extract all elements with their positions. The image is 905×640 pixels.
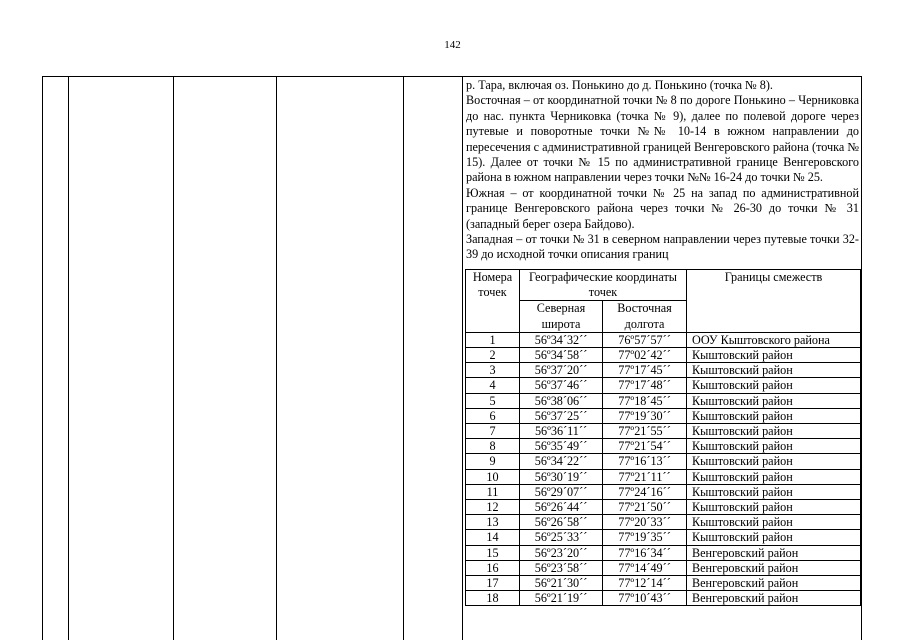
table-row — [466, 332, 861, 347]
latitude-cell: 56º37´25´´ — [520, 408, 603, 423]
point-number-cell: 16 — [466, 560, 520, 575]
latitude-cell: 56º25´33´´ — [520, 530, 603, 545]
longitude-cell: 77º16´13´´ — [603, 454, 687, 469]
latitude-cell: 56º36´11´´ — [520, 424, 603, 439]
paragraph-east: Восточная – от координатной точки № 8 по дороге Понькино – Черниковка до нас. пункта Черниковка (точка № 9), далее по полевой дороге через путевые и поворотные точки №№ 10-14 в южном направлении до пересечения с административной границей Венгеровского района (точка № 15). Далее от точки № 15 по административной границе Венгеровского района в южном направлении через точки №№ 16-24 до точки № 25. — [466, 93, 859, 185]
border-cell: Кыштовский район — [687, 484, 861, 499]
longitude-cell: 77º21´11´´ — [603, 469, 687, 484]
longitude-cell: 77º02´42´´ — [603, 348, 687, 363]
point-number-cell: 6 — [466, 408, 520, 423]
paragraph-start: р. Тара, включая оз. Понькино до д. Понькино (точка № 8). — [466, 78, 773, 92]
border-cell: Кыштовский район — [687, 515, 861, 530]
longitude-cell: 77º16´34´´ — [603, 545, 687, 560]
point-number-cell: 9 — [466, 454, 520, 469]
table-row — [466, 424, 861, 439]
longitude-cell: 77º21´55´´ — [603, 424, 687, 439]
table-row — [466, 378, 861, 393]
latitude-cell: 56º21´30´´ — [520, 576, 603, 591]
table-row — [466, 545, 861, 560]
point-number-cell: 4 — [466, 378, 520, 393]
border-cell: Кыштовский район — [687, 424, 861, 439]
border-cell: Кыштовский район — [687, 408, 861, 423]
point-number-cell: 1 — [466, 332, 520, 347]
latitude-cell: 56º37´46´´ — [520, 378, 603, 393]
latitude-cell: 56º29´07´´ — [520, 484, 603, 499]
point-number-cell: 18 — [466, 591, 520, 606]
border-cell: Кыштовский район — [687, 363, 861, 378]
table-row — [466, 515, 861, 530]
point-number-cell: 14 — [466, 530, 520, 545]
table-row — [466, 560, 861, 575]
point-number-cell: 17 — [466, 576, 520, 591]
column-divider — [276, 76, 277, 640]
point-number-cell: 8 — [466, 439, 520, 454]
table-row — [466, 469, 861, 484]
table-row — [466, 500, 861, 515]
column-divider — [403, 76, 404, 640]
header-borders: Границы смежеств — [687, 270, 861, 333]
latitude-cell: 56º23´20´´ — [520, 545, 603, 560]
column-divider — [68, 76, 69, 640]
border-cell: Кыштовский район — [687, 454, 861, 469]
longitude-cell: 76º57´57´´ — [603, 332, 687, 347]
longitude-cell: 77º18´45´´ — [603, 393, 687, 408]
longitude-cell: 77º19´35´´ — [603, 530, 687, 545]
border-cell: Венгеровский район — [687, 576, 861, 591]
column-divider — [462, 76, 463, 640]
border-cell: Кыштовский район — [687, 530, 861, 545]
border-cell: Кыштовский район — [687, 348, 861, 363]
latitude-cell: 56º34´32´´ — [520, 332, 603, 347]
point-number-cell: 2 — [466, 348, 520, 363]
border-cell: Кыштовский район — [687, 378, 861, 393]
latitude-cell: 56º26´58´´ — [520, 515, 603, 530]
latitude-cell: 56º26´44´´ — [520, 500, 603, 515]
longitude-cell: 77º19´30´´ — [603, 408, 687, 423]
latitude-cell: 56º30´19´´ — [520, 469, 603, 484]
latitude-cell: 56º37´20´´ — [520, 363, 603, 378]
longitude-cell: 77º21´54´´ — [603, 439, 687, 454]
header-latitude: Северная широта — [520, 301, 603, 332]
table-row — [466, 530, 861, 545]
table-row — [466, 348, 861, 363]
latitude-cell: 56º23´58´´ — [520, 560, 603, 575]
border-cell: Венгеровский район — [687, 545, 861, 560]
latitude-cell: 56º34´22´´ — [520, 454, 603, 469]
longitude-cell: 77º17´45´´ — [603, 363, 687, 378]
latitude-cell: 56º21´19´´ — [520, 591, 603, 606]
longitude-cell: 77º20´33´´ — [603, 515, 687, 530]
longitude-cell: 77º14´49´´ — [603, 560, 687, 575]
coordinates-table — [465, 269, 861, 606]
longitude-cell: 77º17´48´´ — [603, 378, 687, 393]
paragraph-south: Южная – от координатной точки № 25 на запад по административной границе Венгеровского района через точки № 26-30 до точки № 31 (западный берег озера Байдово). — [466, 185, 859, 231]
point-number-cell: 15 — [466, 545, 520, 560]
longitude-cell: 77º12´14´´ — [603, 576, 687, 591]
page-number: 142 — [444, 39, 461, 51]
border-cell: Кыштовский район — [687, 439, 861, 454]
latitude-cell: 56º34´58´´ — [520, 348, 603, 363]
border-cell: Кыштовский район — [687, 500, 861, 515]
latitude-cell: 56º38´06´´ — [520, 393, 603, 408]
point-number-cell: 10 — [466, 469, 520, 484]
border-cell: Кыштовский район — [687, 393, 861, 408]
point-number-cell: 7 — [466, 424, 520, 439]
latitude-cell: 56º35´49´´ — [520, 439, 603, 454]
table-row — [466, 363, 861, 378]
longitude-cell: 77º21´50´´ — [603, 500, 687, 515]
table-body — [466, 332, 861, 606]
border-cell: Венгеровский район — [687, 560, 861, 575]
point-number-cell: 3 — [466, 363, 520, 378]
paragraph-west: Западная – от точки № 31 в северном направлении через путевые точки 32-39 до исходной точки описания границ — [466, 232, 859, 262]
longitude-cell: 77º10´43´´ — [603, 591, 687, 606]
table-row — [466, 408, 861, 423]
point-number-cell: 5 — [466, 393, 520, 408]
table-row — [466, 576, 861, 591]
table-row — [466, 454, 861, 469]
point-number-cell: 12 — [466, 500, 520, 515]
header-longitude: Восточная долгота — [603, 301, 687, 332]
border-cell: Венгеровский район — [687, 591, 861, 606]
boundary-description — [466, 78, 859, 263]
point-number-cell: 11 — [466, 484, 520, 499]
table-row — [466, 591, 861, 606]
table-row — [466, 439, 861, 454]
table-row — [466, 393, 861, 408]
border-cell: Кыштовский район — [687, 469, 861, 484]
table-row — [466, 484, 861, 499]
point-number-cell: 13 — [466, 515, 520, 530]
header-geo-coordinates: Географические координаты точек — [520, 270, 687, 301]
header-point-numbers: Номера точек — [466, 270, 520, 333]
border-cell: ООУ Кыштовского района — [687, 332, 861, 347]
column-divider — [173, 76, 174, 640]
longitude-cell: 77º24´16´´ — [603, 484, 687, 499]
